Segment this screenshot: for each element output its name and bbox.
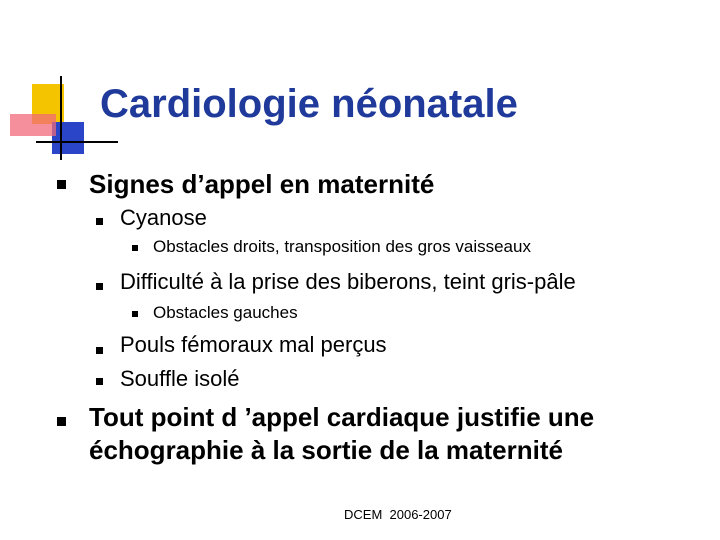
bullet-obstacles-gauches (132, 311, 138, 317)
bullet-tout-point (57, 417, 66, 426)
bullet-pouls-text: Pouls fémoraux mal perçus (120, 332, 387, 357)
bullet-souffle-text: Souffle isolé (120, 366, 240, 391)
bullet-tout-point-text-line2: échographie à la sortie de la maternité (89, 435, 563, 465)
bullet-cyanose (96, 218, 103, 225)
bullet-signes (57, 180, 66, 189)
deco-blue-square (52, 122, 84, 154)
bullet-obstacles-droits-text: Obstacles droits, transposition des gros vaisseaux (153, 237, 531, 256)
slide-footer: DCEM 2006-2007 (344, 507, 452, 522)
bullet-obstacles-droits (132, 245, 138, 251)
bullet-souffle (96, 378, 103, 385)
slide-title: Cardiologie néonatale (100, 82, 518, 126)
bullet-cyanose-text: Cyanose (120, 205, 207, 230)
bullet-pouls (96, 347, 103, 354)
deco-red-square (10, 114, 56, 136)
bullet-signes-text: Signes d’appel en maternité (89, 169, 435, 199)
bullet-obstacles-gauches-text: Obstacles gauches (153, 303, 298, 322)
bullet-tout-point-text-line1: Tout point d ’appel cardiaque justifie une (89, 402, 595, 432)
bullet-difficulte-text: Difficulté à la prise des biberons, teint gris-pâle (120, 269, 576, 294)
bullet-difficulte (96, 283, 103, 290)
